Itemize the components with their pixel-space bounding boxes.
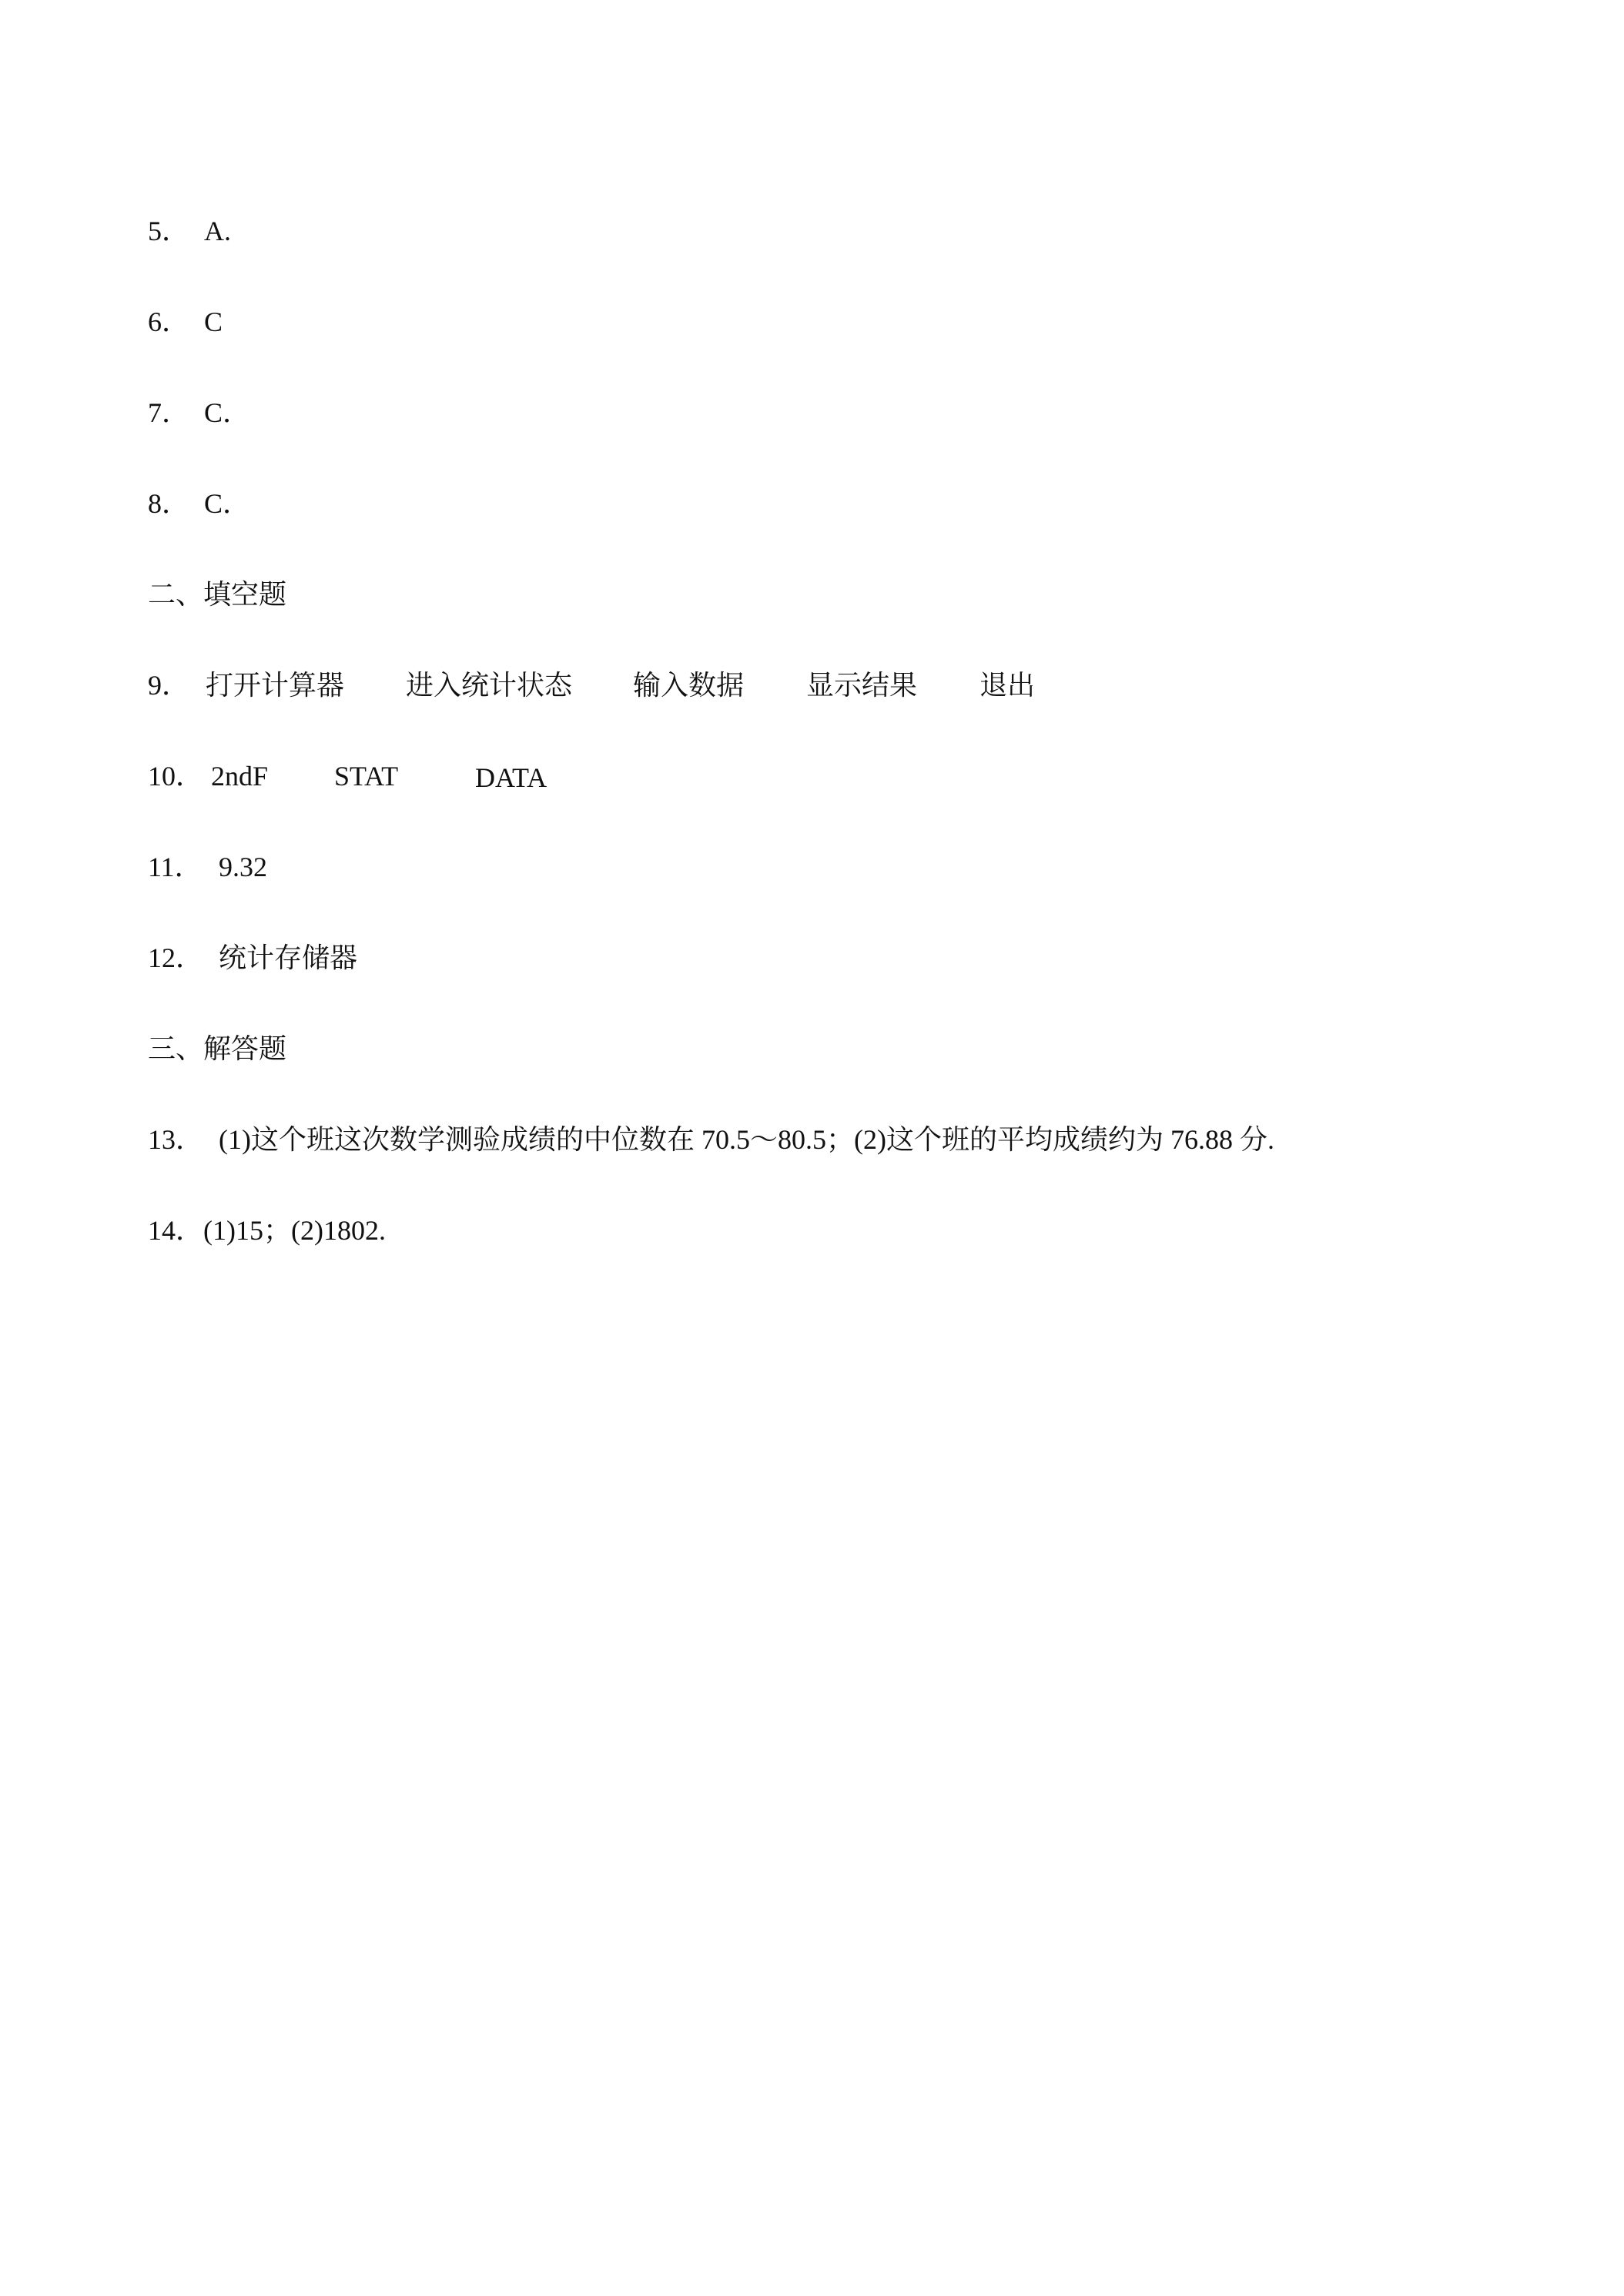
section-heading-solutions: 三、解答题 — [148, 1033, 287, 1064]
section-heading-fill-in: 二、填空题 — [148, 579, 287, 610]
step-4: 显示结果 — [806, 670, 918, 701]
key-3: DATA — [475, 762, 547, 793]
item-answer: A. — [204, 216, 231, 246]
item-number: 14． — [148, 1215, 204, 1246]
item-answer: (1)这个班这次数学测验成绩的中位数在 70.5～80.5；(2)这个班的平均成绩约为 76.88 分. — [219, 1124, 1274, 1155]
key-2: STAT — [334, 761, 399, 792]
item-answer: C — [204, 306, 223, 337]
item-answer: (1)15；(2)1802. — [203, 1215, 386, 1246]
key-1: 2ndF — [211, 761, 269, 792]
item-answer: C． — [204, 397, 251, 428]
item-number: 12． — [148, 942, 204, 973]
item-answer: 9.32 — [219, 852, 267, 882]
item-number: 6． — [148, 306, 190, 337]
answer-item-14 — [148, 1213, 386, 1349]
item-number: 13． — [148, 1124, 204, 1155]
item-answer: C． — [204, 488, 251, 519]
item-number: 8． — [148, 488, 190, 519]
item-number: 7． — [148, 397, 190, 428]
item-answer: 统计存储器 — [219, 942, 358, 973]
item-number: 11． — [148, 852, 203, 882]
step-2: 进入统计状态 — [406, 670, 573, 701]
item-number: 10． — [148, 761, 204, 792]
step-5: 退出 — [979, 670, 1036, 701]
item-number: 9． — [148, 670, 190, 701]
step-1: 打开计算器 — [206, 670, 345, 701]
step-3: 输入数据 — [633, 670, 745, 701]
item-number: 5． — [148, 216, 190, 246]
